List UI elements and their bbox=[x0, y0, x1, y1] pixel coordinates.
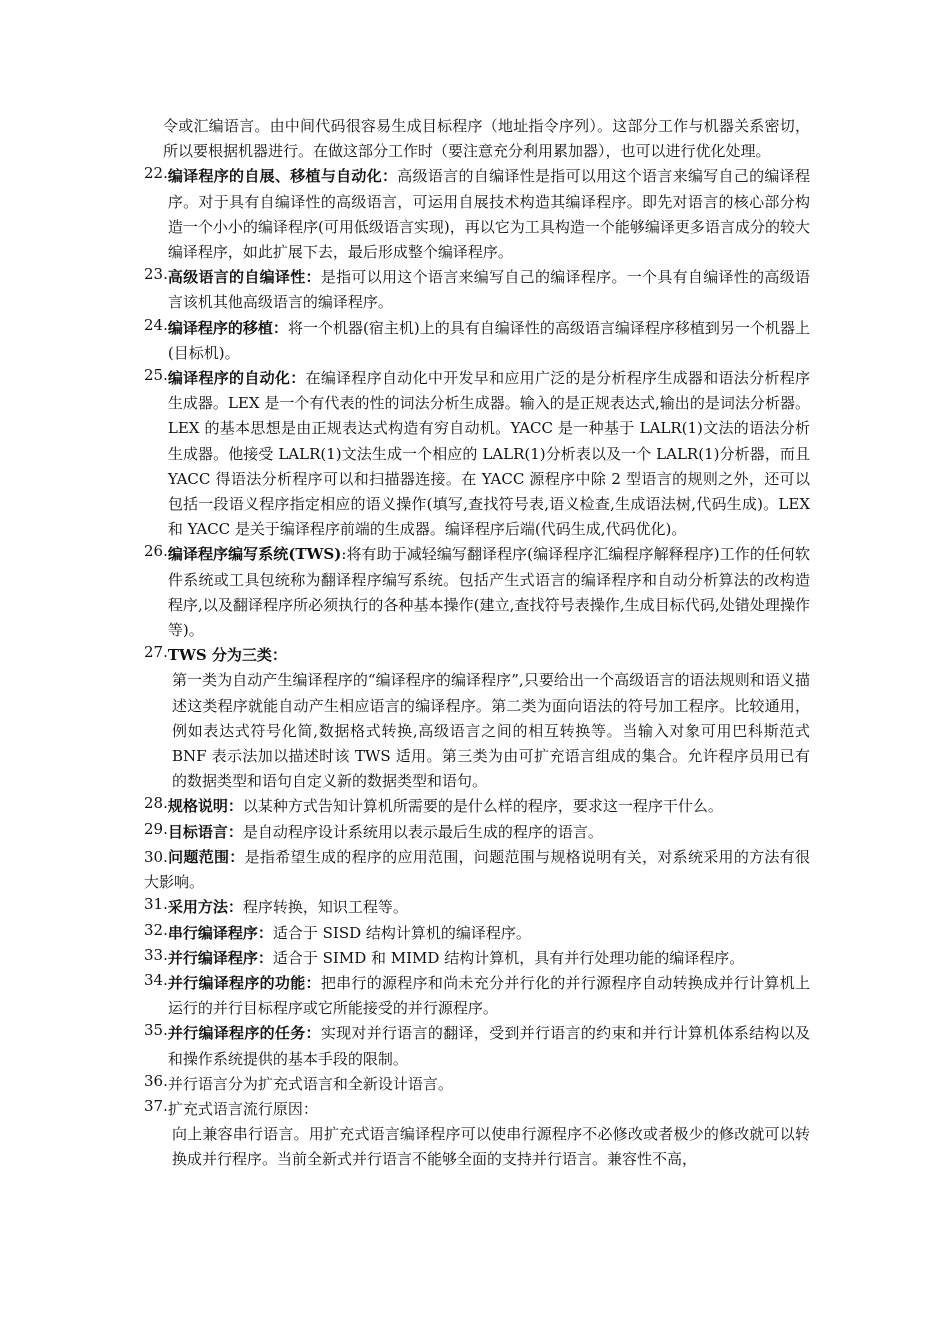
item-number: 26. bbox=[144, 542, 168, 561]
list-item bbox=[144, 845, 810, 895]
item-number: 30. bbox=[144, 847, 168, 866]
item-number: 32. bbox=[144, 920, 168, 939]
item-text: 适合于 SISD 结构计算机的编译程序。 bbox=[272, 923, 531, 942]
item-number: 27. bbox=[144, 643, 168, 662]
item-term: 并行编译程序的任务： bbox=[167, 1024, 321, 1043]
item-term: TWS 分为三类： bbox=[167, 646, 287, 665]
list-item bbox=[144, 1072, 810, 1097]
item-number: 23. bbox=[144, 265, 168, 284]
item-text: 是指希望生成的程序的应用范围，问题范围与规格说明有关，对系统采用的方法有很大影响。 bbox=[144, 847, 810, 892]
list-item bbox=[144, 643, 810, 794]
item-number: 37. bbox=[144, 1096, 168, 1115]
item-term: 并行编译程序： bbox=[167, 948, 273, 967]
item-number: 36. bbox=[144, 1071, 168, 1090]
item-number: 28. bbox=[144, 794, 168, 813]
item-term: 串行编译程序： bbox=[167, 923, 273, 942]
item-text: 是自动程序设计系统用以表示最后生成的程序的语言。 bbox=[242, 822, 603, 841]
list-item bbox=[144, 542, 810, 643]
item-term: 并行编译程序的功能： bbox=[167, 973, 321, 992]
item-term: 编译程序的自动化： bbox=[167, 369, 306, 388]
item-text: 把串行的源程序和尚未充分并行化的并行源程序自动转换成并行计算机上运行的并行目标程序或它所能接受的并行源程序。 bbox=[167, 973, 810, 1018]
list-item bbox=[144, 366, 810, 542]
item-term: 编译程序的自展、移植与自动化： bbox=[167, 167, 398, 186]
document-body bbox=[144, 114, 810, 1173]
list-item bbox=[144, 946, 810, 971]
item-number: 33. bbox=[144, 945, 168, 964]
item-subparagraph: 第一类为自动产生编译程序的“编译程序的编译程序”,只要给出一个高级语言的语法规则和语义描述这类程序就能自动产生相应语言的编译程序。第二类为面向语法的符号加工程序。比较通用，例如表达式符号化简,数据格式转换,高级语言之间的相互转换等。当输入对象可用巴科斯范式 BNF 表示法加以描述时该 TWS 适用。第三类为由可扩充语言组成的集合。允许程序员用已有的数据类型和语句自定义新的数据类型和语句。 bbox=[172, 671, 810, 791]
item-number: 24. bbox=[144, 315, 168, 334]
item-text: 以某种方式告知计算机所需要的是什么样的程序，要求这一程序干什么。 bbox=[242, 797, 723, 816]
item-number: 35. bbox=[144, 1021, 168, 1040]
list-item bbox=[144, 820, 810, 845]
item-text: 实现对并行语言的翻译，受到并行语言的约束和并行计算机体系结构以及和操作系统提供的基本手段的限制。 bbox=[167, 1024, 810, 1068]
list-item bbox=[144, 316, 810, 366]
item-list bbox=[144, 164, 810, 1172]
item-subparagraph: 向上兼容串行语言。用扩充式语言编译程序可以使串行源程序不必修改或者极少的修改就可以转换成并行程序。当前全新式并行语言不能够全面的支持并行语言。兼容性不高， bbox=[172, 1125, 810, 1169]
item-text: 在编译程序自动化中开发早和应用广泛的是分析程序生成器和语法分析程序生成器。LEX 是一个有代表的性的词法分析生成器。输入的是正规表达式,输出的是词法分析器。LEX 的基本思想是由正规表达式构造有穷自动机。YACC 是一种基于 LALR(1)文法的语法分析生成器。他接受 LALR(1)文法生成一个相应的 LALR(1)分析表以及一个 LALR(1)分析器，而且 YACC 得语法分析程序可以和扫描器连接。在 YACC 源程序中除 2 型语言的规则之外，还可以包括一段语义程序指定相应的语义操作(填写,查找符号表,语义检查,生成语法树,代码生成)。LEX 和 YACC 是关于编译程序前端的生成器。编译程序后端(代码生成,代码优化)。 bbox=[167, 369, 810, 539]
item-term: 编译程序的移植： bbox=[167, 318, 288, 337]
item-text: 适合于 SIMD 和 MIMD 结构计算机，具有并行处理功能的编译程序。 bbox=[272, 948, 745, 967]
item-term: 规格说明： bbox=[167, 797, 243, 816]
item-text: 高级语言的自编译性是指可以用这个语言来编写自己的编译程序。对于具有自编译性的高级语言，可运用自展技术构造其编译程序。即先对语言的核心部分构造一个小小的编译程序(可用低级语言实现)，再以它为工具构造一个能够编译更多语言成分的较大编译程序，如此扩展下去，最后形成整个编译程序。 bbox=[167, 167, 810, 262]
item-term: 问题范围： bbox=[167, 847, 245, 866]
list-item bbox=[144, 1021, 810, 1071]
item-text: 程序转换，知识工程等。 bbox=[242, 898, 408, 917]
list-item bbox=[144, 794, 810, 819]
item-term: 编译程序编写系统(TWS) bbox=[167, 545, 342, 564]
item-term: 采用方法： bbox=[167, 898, 243, 917]
item-number: 29. bbox=[144, 819, 168, 838]
item-number: 31. bbox=[144, 895, 168, 914]
list-item bbox=[144, 1097, 810, 1173]
item-text: 是指可以用这个语言来编写自己的编译程序。一个具有自编译性的高级语言该机其他高级语言的编译程序。 bbox=[167, 268, 810, 312]
list-item bbox=[144, 895, 810, 920]
item-text: 将一个机器(宿主机)上的具有自编译性的高级语言编译程序移植到另一个机器上(目标机)。 bbox=[167, 318, 810, 362]
item-number: 25. bbox=[144, 366, 168, 385]
item-term: 目标语言： bbox=[167, 822, 243, 841]
item-number: 34. bbox=[144, 970, 168, 989]
list-item bbox=[144, 971, 810, 1021]
item-text: 扩充式语言流行原因： bbox=[167, 1099, 318, 1118]
item-text: 并行语言分为扩充式语言和全新设计语言。 bbox=[167, 1074, 453, 1093]
list-item bbox=[144, 265, 810, 315]
intro-paragraph: 令或汇编语言。由中间代码很容易生成目标程序（地址指令序列）。这部分工作与机器关系密切，所以要根据机器进行。在做这部分工作时（要注意充分利用累加器），也可以进行优化处理。 bbox=[163, 117, 810, 161]
item-text: :将有助于减轻编写翻译程序(编译程序汇编程序解释程序)工作的任何软件系统或工具包统称为翻译程序编写系统。包括产生式语言的编译程序和自动分析算法的改构造程序,以及翻译程序所必须执行的各种基本操作(建立,查找符号表操作,生成目标代码,处错处理操作等)。 bbox=[167, 545, 810, 640]
list-item bbox=[144, 921, 810, 946]
item-number: 22. bbox=[144, 164, 168, 183]
item-term: 高级语言的自编译性： bbox=[167, 268, 321, 287]
list-item bbox=[144, 164, 810, 265]
